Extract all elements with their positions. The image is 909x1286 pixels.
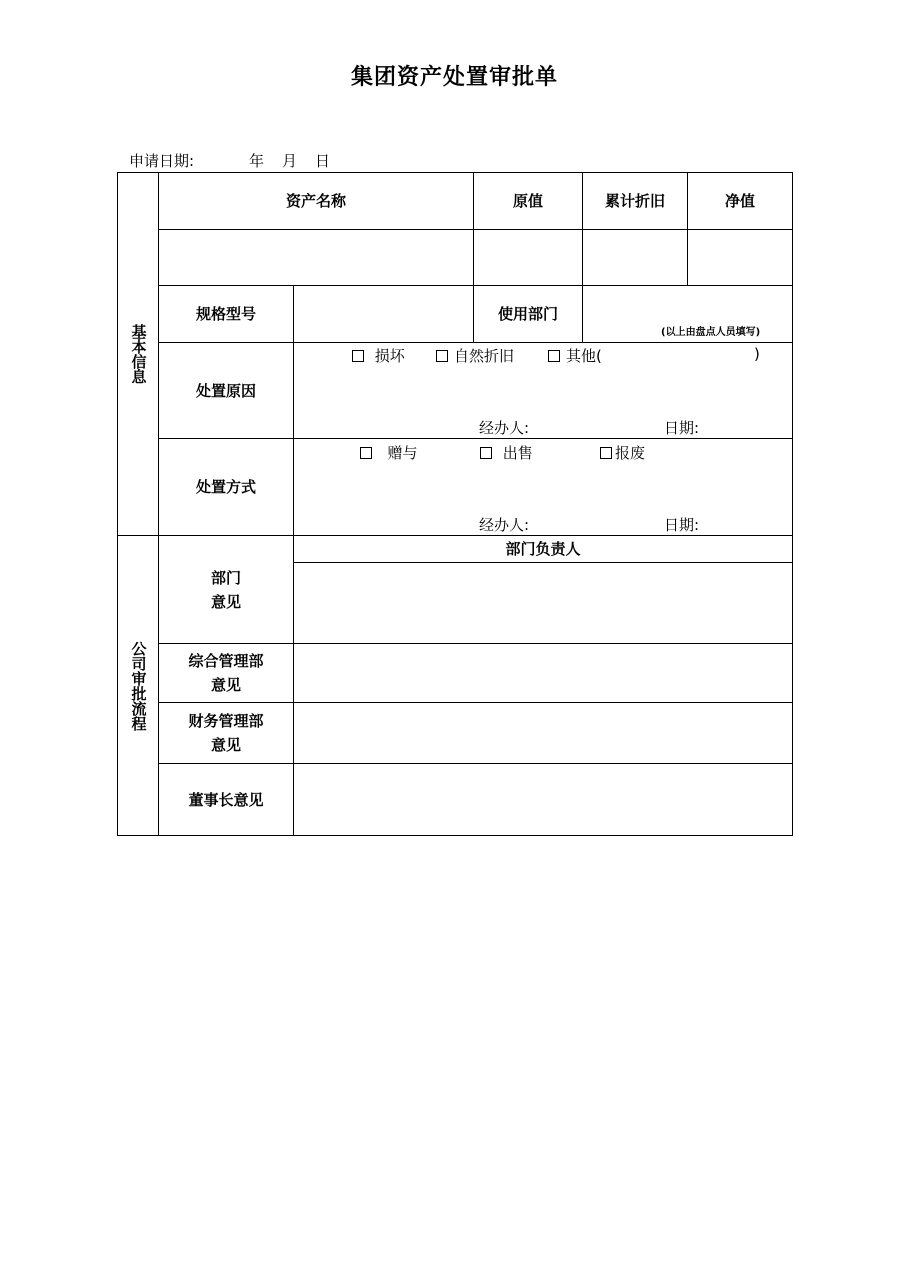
- method-option-donate[interactable]: [360, 442, 418, 463]
- dept-opinion-field[interactable]: [294, 563, 792, 643]
- form-border-bottom: [117, 835, 793, 836]
- dept-opinion-label: 部门 意见: [210, 568, 241, 611]
- asset-name-field[interactable]: [159, 230, 473, 285]
- method-handler-label: 经办人:: [479, 516, 530, 534]
- method-option-scrap[interactable]: [600, 442, 645, 463]
- form-border-right: [792, 172, 793, 836]
- depreciation-header: 累计折旧: [604, 192, 665, 210]
- chairman-opinion-field[interactable]: [294, 764, 792, 835]
- basic-info-section-label: 基本信息: [129, 324, 148, 384]
- method-option-scrap-label: 报废: [615, 444, 646, 462]
- admin-opinion-label: 综合管理部 意见: [188, 652, 264, 694]
- apply-date-label: 申请日期:: [129, 152, 195, 170]
- checkbox-icon: [548, 350, 560, 362]
- depreciation-field[interactable]: [583, 230, 687, 285]
- spec-label: 规格型号: [195, 305, 256, 323]
- spec-field[interactable]: [294, 286, 473, 342]
- page-title: 集团资产处置审批单: [350, 65, 558, 90]
- asset-name-header: 资产名称: [285, 192, 346, 210]
- dept-label: 使用部门: [497, 305, 558, 323]
- reason-option-damaged[interactable]: [352, 345, 405, 366]
- method-option-sell-label: 出售: [502, 444, 533, 462]
- finance-opinion-label: 财务管理部 意见: [188, 712, 264, 754]
- chairman-opinion-label: 董事长意见: [188, 790, 264, 809]
- approval-form: [117, 172, 793, 836]
- checkbox-icon: [360, 447, 372, 459]
- admin-opinion-field[interactable]: [294, 644, 792, 702]
- fill-note: (以上由盘点人员填写): [661, 327, 761, 338]
- apply-date-line: [129, 150, 330, 171]
- finance-opinion-field[interactable]: [294, 703, 792, 763]
- checkbox-icon: [436, 350, 448, 362]
- net-value-header: 净值: [724, 192, 755, 210]
- checkbox-icon: [352, 350, 364, 362]
- method-date-label: 日期:: [664, 516, 700, 534]
- reason-option-other[interactable]: [548, 345, 602, 366]
- apply-date-month: 月: [282, 152, 298, 170]
- apply-date-year: 年: [249, 152, 265, 170]
- reason-option-depreciation-label: 自然折旧: [454, 347, 515, 365]
- reason-handler-label: 经办人:: [479, 419, 530, 437]
- net-value-field[interactable]: [688, 230, 792, 285]
- reason-option-depreciation[interactable]: [436, 345, 514, 366]
- method-option-donate-label: 赠与: [387, 444, 418, 462]
- reason-date-label: 日期:: [664, 419, 700, 437]
- dept-head-label: 部门负责人: [505, 540, 581, 558]
- checkbox-icon: [480, 447, 492, 459]
- reason-option-damaged-label: 损坏: [374, 347, 405, 365]
- apply-date-day: 日: [315, 152, 331, 170]
- reason-other-close: ): [754, 345, 760, 363]
- original-value-field[interactable]: [474, 230, 582, 285]
- method-option-sell[interactable]: [480, 442, 533, 463]
- reason-option-other-label: 其他(: [566, 347, 602, 365]
- original-value-header: 原值: [512, 192, 543, 210]
- method-label: 处置方式: [195, 478, 256, 496]
- approval-section-label: 公司审批流程: [129, 640, 148, 731]
- checkbox-icon: [600, 447, 612, 459]
- reason-label: 处置原因: [195, 381, 256, 400]
